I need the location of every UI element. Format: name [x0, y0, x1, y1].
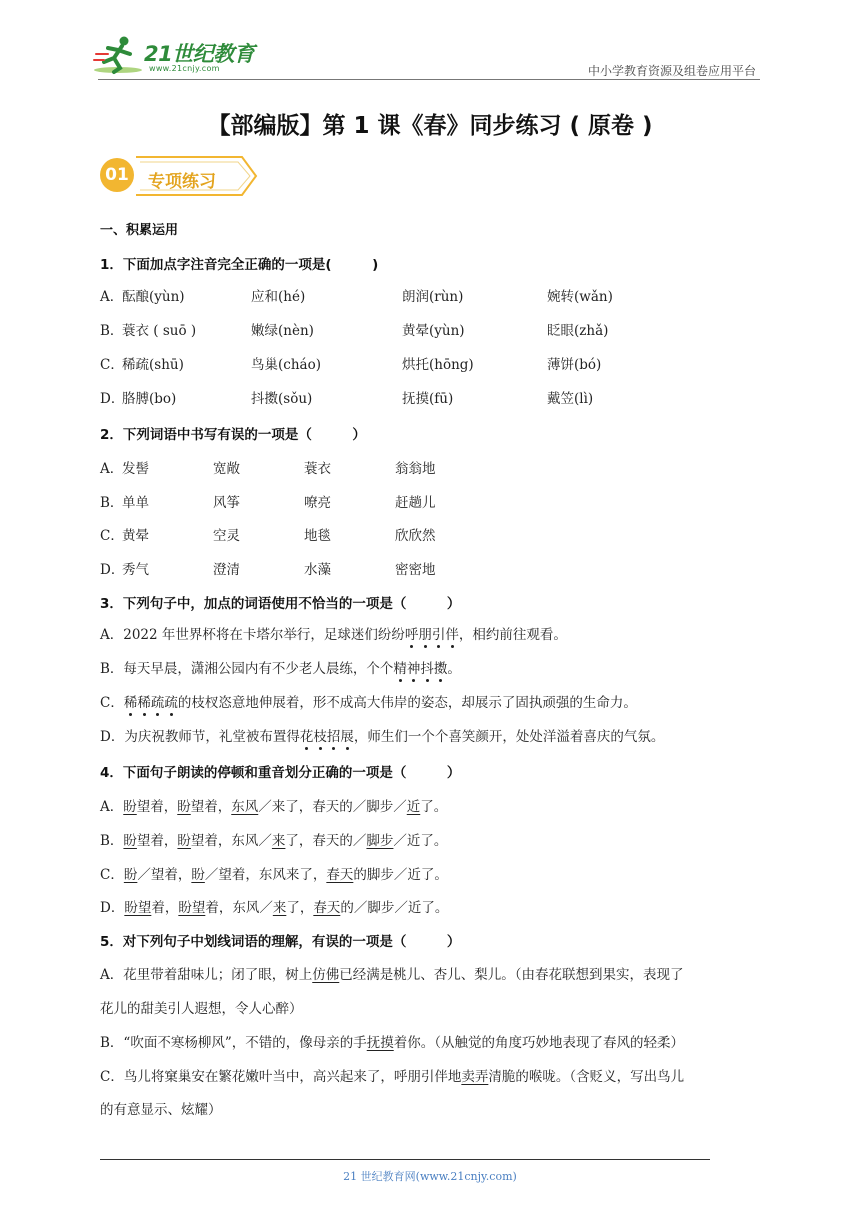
option-item: 赶趟儿	[395, 495, 436, 511]
q4-option-a[interactable]	[100, 795, 770, 815]
option-item: 戴笠(lì)	[547, 391, 594, 407]
option-item: 嫩绿(nèn)	[251, 323, 314, 339]
stress-underline: 盼	[123, 799, 137, 815]
section-badge	[100, 153, 260, 199]
stress-underline: 春天	[313, 900, 341, 916]
stress-underline: 近	[406, 799, 421, 815]
option-text: 的枝杈恣意地伸展着，形不成高大伟岸的姿态，却展示了固执顽强的生命力。	[177, 695, 637, 711]
option-item: 翁翁地	[395, 461, 436, 477]
logo-brand-text: 21世纪教育	[144, 42, 255, 66]
q3-option-d[interactable]	[100, 725, 770, 745]
dotted-char: 疏	[164, 691, 178, 711]
option-letter: D．	[100, 562, 125, 578]
option-text: B．“吹面不寒杨柳风”，不错的，像母亲的手	[100, 1035, 367, 1051]
option-item: 抖擞(sǒu)	[251, 391, 313, 407]
option-text: B．每天早晨，潇湘公园内有不少老人晨练，个个	[100, 661, 394, 677]
underlined-word: 抚摸	[366, 1035, 394, 1051]
option-item: 酝酿(yùn)	[122, 289, 185, 305]
option-letter: B．	[100, 323, 124, 339]
option-item: 宽敞	[213, 461, 240, 477]
dotted-char: 擞	[434, 657, 448, 677]
option-text: 的脚步／近了。	[353, 867, 448, 883]
option-item: 薄饼(bó)	[547, 357, 602, 373]
option-text: 着你。（从触觉的角度巧妙地表现了春风的轻柔）	[393, 1035, 684, 1051]
dotted-char: 神	[407, 657, 421, 677]
option-item: 黄晕(yùn)	[402, 323, 465, 339]
q5-option-a-cont: 花儿的甜美引人遐想，令人心醉）	[100, 1001, 303, 1017]
option-item: 风筝	[213, 495, 240, 511]
dotted-char: 枝	[313, 725, 327, 745]
option-item: 嘹亮	[304, 495, 331, 511]
option-item: 地毯	[304, 528, 331, 544]
option-text: ／望着，	[137, 867, 192, 883]
dotted-char: 抖	[420, 657, 434, 677]
option-text: D．	[100, 900, 125, 916]
option-item: 发髻	[122, 461, 149, 477]
option-text: 着，东风／	[205, 900, 273, 916]
option-text: D．为庆祝教师节，礼堂被布置得	[100, 729, 300, 745]
option-item: 空灵	[213, 528, 240, 544]
dotted-char: 稀	[124, 691, 138, 711]
q3-option-b[interactable]	[100, 657, 770, 677]
dotted-char: 伴	[445, 623, 459, 643]
q4-option-d[interactable]	[100, 896, 770, 916]
stress-underline: 东风	[231, 799, 259, 815]
q3-option-c[interactable]	[100, 691, 770, 711]
option-item: 澄清	[213, 562, 240, 578]
dotted-char: 朋	[418, 623, 432, 643]
option-text: A．花里带着甜味儿；闭了眼，树上	[100, 967, 313, 983]
option-text: 了，春天的／	[285, 833, 367, 849]
stress-underline: 盼	[123, 867, 138, 883]
dotted-char: 疏	[151, 691, 165, 711]
option-text: 已经满是桃儿、杏儿、梨儿。（由春花联想到果实，表现了	[339, 967, 684, 983]
option-item: 稀疏(shū)	[122, 357, 184, 373]
stress-underline: 来	[271, 833, 286, 849]
logo[interactable]	[92, 34, 262, 76]
stress-underline: 盼望	[178, 900, 206, 916]
header-divider	[98, 79, 760, 80]
dotted-char: 花	[300, 725, 314, 745]
option-item: 朗润(rùn)	[402, 289, 464, 305]
footer-divider	[100, 1159, 710, 1160]
option-text: C．	[100, 867, 124, 883]
option-text: 望着，	[190, 799, 232, 815]
question-5-stem: 5．对下列句子中划线词语的理解，有误的一项是（ ）	[100, 934, 461, 950]
stress-underline: 盼	[191, 867, 205, 883]
dotted-char: 呼	[405, 623, 419, 643]
stress-underline: 来	[272, 900, 287, 916]
option-letter: A．	[100, 461, 124, 477]
option-item: 应和(hé)	[251, 289, 306, 305]
option-item: 秀气	[122, 562, 149, 578]
q3-option-a[interactable]	[100, 623, 770, 643]
option-text: A．2022 年世界杯将在卡塔尔举行，足球迷们纷纷	[100, 627, 405, 643]
q5-option-a[interactable]	[100, 963, 770, 983]
option-text: 了，	[286, 900, 314, 916]
option-item: 烘托(hōng)	[402, 357, 474, 373]
option-text: 了。	[420, 799, 448, 815]
stress-underline: 盼	[177, 833, 191, 849]
option-item: 蓑衣	[304, 461, 331, 477]
option-item: 黄晕	[122, 528, 149, 544]
option-text: 。	[447, 661, 461, 677]
q4-option-b[interactable]	[100, 829, 770, 849]
option-item: 婉转(wǎn)	[547, 289, 613, 305]
q5-option-c[interactable]	[100, 1065, 770, 1085]
stress-underline: 春天	[326, 867, 354, 883]
page-header	[0, 0, 860, 80]
option-item: 眨眼(zhǎ)	[547, 323, 609, 339]
q4-option-c[interactable]	[100, 863, 770, 883]
stress-underline: 盼	[177, 799, 191, 815]
underlined-word: 卖弄	[461, 1069, 489, 1085]
question-2-stem: 2．下列词语中书写有误的一项是（ ）	[100, 427, 366, 443]
q5-option-c-cont: 的有意显示、炫耀）	[100, 1102, 222, 1118]
option-item: 水藻	[304, 562, 331, 578]
question-3-stem: 3．下列句子中，加点的词语使用不恰当的一项是（ ）	[100, 596, 461, 612]
page-title: 【部编版】第 1 课《春》同步练习 ( 原卷 )	[207, 113, 653, 139]
option-text: A．	[100, 799, 124, 815]
q5-option-b[interactable]	[100, 1031, 770, 1051]
option-item: 密密地	[395, 562, 436, 578]
option-item: 鸟巢(cháo)	[251, 357, 321, 373]
option-letter: C．	[100, 528, 124, 544]
option-text: 清脆的喉咙。（含贬义，写出鸟儿	[488, 1069, 685, 1085]
badge-label: 专项练习	[148, 172, 216, 192]
option-item: 胳膊(bo)	[122, 391, 177, 407]
option-item: 抚摸(fū)	[402, 391, 454, 407]
stress-underline: 脚步	[366, 833, 394, 849]
option-letter: D．	[100, 391, 125, 407]
stress-underline: 盼望	[124, 900, 152, 916]
option-item: 蓑衣 ( suō )	[122, 323, 197, 339]
dotted-char: 展	[340, 725, 354, 745]
question-4-stem: 4．下面句子朗读的停顿和重音划分正确的一项是（ ）	[100, 765, 461, 781]
option-item: 欣欣然	[395, 528, 436, 544]
dotted-char: 引	[432, 623, 446, 643]
dotted-char: 稀	[137, 691, 151, 711]
underlined-word: 仿佛	[312, 967, 340, 983]
option-text: 望着，东风／	[190, 833, 272, 849]
option-text: B．	[100, 833, 124, 849]
option-text: ／来了，春天的／脚步／	[258, 799, 407, 815]
option-text: ，相约前往观看。	[458, 627, 567, 643]
option-text: C．	[100, 695, 124, 711]
dotted-char: 招	[327, 725, 341, 745]
option-letter: B．	[100, 495, 124, 511]
option-text: 望着，	[136, 833, 178, 849]
option-text: ／望着，东风来了，	[204, 867, 327, 883]
footer-source[interactable]: 21 世纪教育网(www.21cnjy.com)	[343, 1170, 517, 1183]
option-text: C．鸟儿将窠巢安在繁花嫩叶当中，高兴起来了，呼朋引伴地	[100, 1069, 462, 1085]
question-1-stem: 1．下面加点字注音完全正确的一项是( )	[100, 257, 379, 273]
dotted-char: 精	[393, 657, 407, 677]
logo-url-text: www.21cnjy.com	[149, 64, 220, 73]
runner-logo-icon	[92, 34, 146, 76]
option-letter: C．	[100, 357, 124, 373]
option-text: ，师生们一个个喜笑颜开，处处洋溢着喜庆的气氛。	[353, 729, 665, 745]
platform-tagline: 中小学教育资源及组卷应用平台	[587, 64, 756, 78]
option-item: 单单	[122, 495, 149, 511]
option-text: ／近了。	[393, 833, 448, 849]
option-text: 的／脚步／近了。	[340, 900, 449, 916]
option-letter: A．	[100, 289, 124, 305]
option-text: 望着，	[136, 799, 178, 815]
section-heading: 一、积累运用	[100, 223, 179, 238]
stress-underline: 盼	[123, 833, 137, 849]
option-text: 着，	[151, 900, 179, 916]
badge-number: 01	[100, 158, 134, 192]
